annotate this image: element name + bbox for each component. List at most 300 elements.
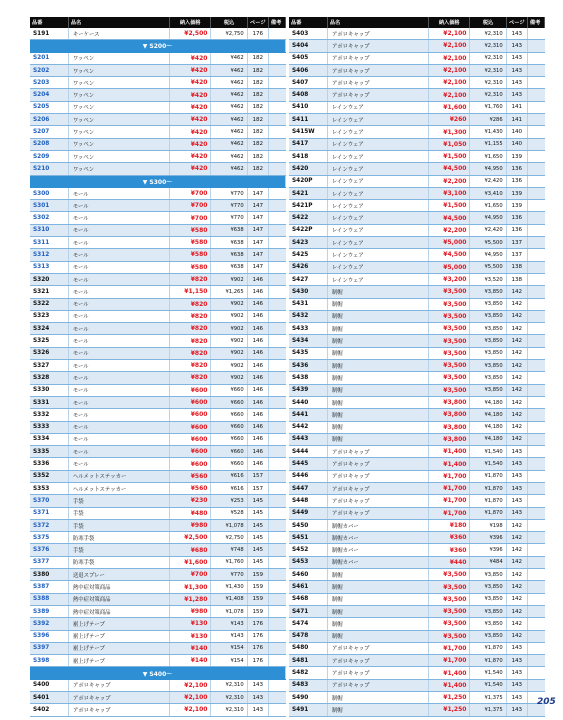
table-row: [30, 396, 286, 408]
item-name: ワッペン: [68, 77, 169, 89]
item-tax-price: ¥638: [211, 261, 247, 273]
item-name: 裾上げテープ: [68, 642, 169, 654]
item-tax-price: ¥1,870: [470, 470, 506, 482]
item-tax-price: ¥1,540: [470, 458, 506, 470]
item-note: [268, 101, 285, 113]
table-row: [30, 237, 286, 249]
item-code: S427: [289, 273, 327, 285]
item-tax-price: ¥3,850: [470, 286, 506, 298]
item-code: S420P: [289, 175, 327, 187]
item-note: [527, 335, 544, 347]
table-row: [30, 446, 286, 458]
item-price: ¥820: [169, 310, 211, 322]
item-price: ¥1,050: [428, 138, 470, 150]
table-row: [30, 421, 286, 433]
item-code: S422: [289, 212, 327, 224]
item-page: 143: [506, 64, 527, 76]
item-page: 146: [247, 323, 268, 335]
item-note: [527, 77, 544, 89]
item-note: [268, 409, 285, 421]
table-row: [289, 40, 545, 52]
item-note: [268, 261, 285, 273]
item-page: 143: [506, 458, 527, 470]
item-tax-price: ¥902: [211, 347, 247, 359]
item-tax-price: ¥660: [211, 421, 247, 433]
item-name: モール: [68, 261, 169, 273]
item-price: ¥420: [169, 89, 211, 101]
table-row: [289, 667, 545, 679]
item-note: [527, 618, 544, 630]
item-page: 147: [247, 261, 268, 273]
item-page: 143: [506, 642, 527, 654]
item-page: 147: [247, 187, 268, 199]
item-code: S210: [30, 163, 68, 175]
table-row: [30, 347, 286, 359]
item-price: ¥820: [169, 273, 211, 285]
item-page: 142: [506, 286, 527, 298]
item-tax-price: ¥462: [211, 77, 247, 89]
item-code: S375: [30, 532, 68, 544]
item-page: 176: [247, 642, 268, 654]
item-price: ¥820: [169, 347, 211, 359]
item-page: 143: [506, 655, 527, 667]
header-name: 品名: [68, 17, 169, 28]
item-note: [268, 396, 285, 408]
item-note: [527, 409, 544, 421]
item-code: S491: [289, 704, 327, 716]
item-price: ¥3,100: [428, 187, 470, 199]
item-note: [527, 495, 544, 507]
item-price: ¥420: [169, 163, 211, 175]
item-price: ¥1,700: [428, 655, 470, 667]
table-row: [30, 77, 286, 89]
item-page: 147: [247, 212, 268, 224]
item-price: ¥2,200: [428, 175, 470, 187]
item-page: 159: [247, 593, 268, 605]
item-page: 138: [506, 273, 527, 285]
item-code: S403: [289, 28, 327, 40]
item-name: モール: [68, 421, 169, 433]
item-note: [527, 212, 544, 224]
item-price: ¥1,400: [428, 679, 470, 691]
item-tax-price: ¥253: [211, 495, 247, 507]
item-note: [268, 138, 285, 150]
item-price: ¥580: [169, 237, 211, 249]
item-price: ¥2,100: [169, 679, 211, 691]
item-name: レインウェア: [327, 150, 428, 162]
table-row: [289, 163, 545, 175]
item-tax-price: ¥902: [211, 323, 247, 335]
item-price: ¥180: [428, 519, 470, 531]
item-tax-price: ¥1,870: [470, 482, 506, 494]
item-code: S434: [289, 335, 327, 347]
item-tax-price: ¥1,265: [211, 286, 247, 298]
item-price: ¥1,300: [428, 126, 470, 138]
item-note: [527, 28, 544, 40]
item-note: [527, 532, 544, 544]
item-tax-price: ¥1,408: [211, 593, 247, 605]
item-page: 142: [506, 347, 527, 359]
item-tax-price: ¥396: [470, 544, 506, 556]
item-name: ヘルメットステッカー: [68, 482, 169, 494]
item-tax-price: ¥2,310: [470, 64, 506, 76]
item-code: S446: [289, 470, 327, 482]
item-price: ¥600: [169, 446, 211, 458]
item-tax-price: ¥660: [211, 458, 247, 470]
item-note: [268, 310, 285, 322]
right-price-table: [289, 17, 545, 717]
header-page: ページ: [506, 17, 527, 28]
item-price: ¥2,100: [169, 692, 211, 704]
item-note: [268, 187, 285, 199]
item-name: アポロキャップ: [327, 77, 428, 89]
item-code: S376: [30, 544, 68, 556]
table-row: [30, 200, 286, 212]
item-price: ¥420: [169, 150, 211, 162]
item-note: [527, 507, 544, 519]
item-page: 142: [506, 421, 527, 433]
item-page: 147: [247, 200, 268, 212]
item-tax-price: ¥2,310: [211, 679, 247, 691]
item-name: アポロキャップ: [327, 495, 428, 507]
item-code: S490: [289, 692, 327, 704]
item-code: S421P: [289, 200, 327, 212]
item-tax-price: ¥3,520: [470, 273, 506, 285]
item-note: [527, 446, 544, 458]
item-page: 145: [247, 544, 268, 556]
item-code: S328: [30, 372, 68, 384]
item-name: 制帽: [327, 704, 428, 716]
item-page: 142: [506, 556, 527, 568]
item-name: 手袋: [68, 507, 169, 519]
item-code: S450: [289, 519, 327, 531]
table-row: [30, 642, 286, 654]
item-price: ¥420: [169, 52, 211, 64]
table-row: [289, 286, 545, 298]
item-page: 146: [247, 446, 268, 458]
item-tax-price: ¥462: [211, 89, 247, 101]
item-note: [268, 433, 285, 445]
item-page: 145: [247, 532, 268, 544]
item-price: ¥420: [169, 114, 211, 126]
item-code: S326: [30, 347, 68, 359]
header-page: ページ: [247, 17, 268, 28]
item-tax-price: ¥902: [211, 310, 247, 322]
item-tax-price: ¥462: [211, 101, 247, 113]
table-row: [289, 64, 545, 76]
item-page: 139: [506, 187, 527, 199]
item-note: [527, 89, 544, 101]
item-code: S482: [289, 667, 327, 679]
item-price: ¥1,500: [428, 200, 470, 212]
item-note: [268, 642, 285, 654]
item-tax-price: ¥4,180: [470, 421, 506, 433]
table-row: [30, 581, 286, 593]
table-row: [289, 224, 545, 236]
item-note: [268, 679, 285, 691]
item-price: ¥1,700: [428, 470, 470, 482]
item-note: [268, 114, 285, 126]
item-page: 182: [247, 52, 268, 64]
item-code: S483: [289, 679, 327, 691]
table-row: [30, 605, 286, 617]
table-row: [289, 458, 545, 470]
item-code: S335: [30, 446, 68, 458]
item-tax-price: ¥3,850: [470, 323, 506, 335]
item-price: ¥5,000: [428, 237, 470, 249]
item-note: [527, 150, 544, 162]
item-page: 143: [506, 89, 527, 101]
item-name: アポロキャップ: [327, 64, 428, 76]
item-code: S396: [30, 630, 68, 642]
table-row: [30, 372, 286, 384]
item-price: ¥440: [428, 556, 470, 568]
item-page: 137: [506, 249, 527, 261]
table-row: [289, 495, 545, 507]
table-row: [289, 396, 545, 408]
item-tax-price: ¥1,540: [470, 679, 506, 691]
item-tax-price: ¥4,950: [470, 249, 506, 261]
table-row: [30, 409, 286, 421]
item-price: ¥600: [169, 409, 211, 421]
table-row: [30, 163, 286, 175]
table-row: [289, 77, 545, 89]
item-note: [527, 52, 544, 64]
item-note: [527, 372, 544, 384]
item-note: [268, 630, 285, 642]
item-price: ¥3,800: [428, 421, 470, 433]
item-tax-price: ¥1,078: [211, 605, 247, 617]
item-price: ¥580: [169, 249, 211, 261]
item-tax-price: ¥770: [211, 212, 247, 224]
item-price: ¥2,100: [428, 52, 470, 64]
item-code: S377: [30, 556, 68, 568]
item-name: モール: [68, 446, 169, 458]
table-row: [289, 101, 545, 113]
item-code: S405: [289, 52, 327, 64]
table-row: [30, 335, 286, 347]
item-page: 142: [506, 396, 527, 408]
item-price: ¥1,280: [169, 593, 211, 605]
item-tax-price: ¥3,850: [470, 360, 506, 372]
item-name: モール: [68, 458, 169, 470]
item-tax-price: ¥154: [211, 655, 247, 667]
table-row: [30, 556, 286, 568]
item-code: S302: [30, 212, 68, 224]
item-note: [268, 126, 285, 138]
item-note: [268, 360, 285, 372]
table-row: [289, 692, 545, 704]
item-tax-price: ¥2,750: [211, 28, 247, 40]
item-name: モール: [68, 360, 169, 372]
item-page: 182: [247, 77, 268, 89]
item-code: S372: [30, 519, 68, 531]
item-tax-price: ¥1,375: [470, 704, 506, 716]
item-name: モール: [68, 212, 169, 224]
item-code: S352: [30, 470, 68, 482]
item-tax-price: ¥2,310: [470, 52, 506, 64]
item-name: 制帽: [327, 409, 428, 421]
item-note: [268, 470, 285, 482]
table-row: [30, 679, 286, 691]
item-note: [527, 286, 544, 298]
item-page: 143: [506, 495, 527, 507]
item-code: S430: [289, 286, 327, 298]
item-tax-price: ¥770: [211, 200, 247, 212]
table-row: [30, 593, 286, 605]
header-price: 納入価格: [428, 17, 470, 28]
item-code: S480: [289, 642, 327, 654]
table-row: [30, 544, 286, 556]
item-tax-price: ¥638: [211, 249, 247, 261]
item-name: 防寒手袋: [68, 556, 169, 568]
item-price: ¥820: [169, 323, 211, 335]
item-price: ¥3,500: [428, 593, 470, 605]
item-tax-price: ¥1,078: [211, 519, 247, 531]
table-row: [30, 384, 286, 396]
table-row: [30, 89, 286, 101]
item-name: 送退スプレー: [68, 569, 169, 581]
item-page: 143: [247, 704, 268, 716]
item-price: ¥3,500: [428, 569, 470, 581]
item-price: ¥600: [169, 458, 211, 470]
item-name: モール: [68, 335, 169, 347]
item-code: S389: [30, 605, 68, 617]
item-code: S310: [30, 224, 68, 236]
item-note: [268, 581, 285, 593]
item-page: 138: [506, 261, 527, 273]
table-row: [289, 52, 545, 64]
item-price: ¥560: [169, 482, 211, 494]
item-tax-price: ¥660: [211, 433, 247, 445]
item-name: 制帽: [327, 347, 428, 359]
item-price: ¥1,400: [428, 458, 470, 470]
item-note: [527, 237, 544, 249]
item-page: 142: [506, 605, 527, 617]
item-name: 制帽カバー: [327, 544, 428, 556]
section-header: [30, 667, 286, 679]
item-tax-price: ¥4,180: [470, 409, 506, 421]
item-tax-price: ¥2,420: [470, 175, 506, 187]
table-row: [289, 261, 545, 273]
item-tax-price: ¥2,420: [470, 224, 506, 236]
item-note: [527, 360, 544, 372]
table-row: [30, 360, 286, 372]
item-price: ¥4,500: [428, 212, 470, 224]
table-row: [30, 692, 286, 704]
item-name: レインウェア: [327, 261, 428, 273]
item-code: S421: [289, 187, 327, 199]
table-row: [30, 704, 286, 716]
item-price: ¥580: [169, 261, 211, 273]
item-page: 143: [506, 704, 527, 716]
item-code: S312: [30, 249, 68, 261]
table-row: [289, 532, 545, 544]
item-page: 142: [506, 323, 527, 335]
item-name: 制帽: [327, 569, 428, 581]
item-code: S440: [289, 396, 327, 408]
header-note: 備考: [268, 17, 285, 28]
item-note: [268, 421, 285, 433]
item-code: S481: [289, 655, 327, 667]
item-note: [527, 569, 544, 581]
item-page: 145: [247, 495, 268, 507]
table-row: [289, 237, 545, 249]
item-price: ¥820: [169, 298, 211, 310]
item-code: S327: [30, 360, 68, 372]
item-name: モール: [68, 273, 169, 285]
item-price: ¥600: [169, 396, 211, 408]
item-name: モール: [68, 347, 169, 359]
item-price: ¥230: [169, 495, 211, 507]
item-name: アポロキャップ: [327, 89, 428, 101]
item-tax-price: ¥902: [211, 335, 247, 347]
item-page: 147: [247, 249, 268, 261]
item-page: 142: [506, 630, 527, 642]
item-note: [527, 433, 544, 445]
item-name: アポロキャップ: [327, 655, 428, 667]
item-note: [527, 40, 544, 52]
item-page: 142: [506, 569, 527, 581]
item-name: アポロキャップ: [68, 704, 169, 716]
item-page: 182: [247, 114, 268, 126]
item-tax-price: ¥5,500: [470, 261, 506, 273]
item-page: 146: [247, 360, 268, 372]
item-page: 143: [506, 40, 527, 52]
item-code: S460: [289, 569, 327, 581]
item-price: ¥2,100: [428, 77, 470, 89]
item-price: ¥3,500: [428, 384, 470, 396]
table-row: [289, 642, 545, 654]
item-price: ¥3,500: [428, 286, 470, 298]
item-price: ¥1,150: [169, 286, 211, 298]
item-price: ¥360: [428, 532, 470, 544]
table-row: [289, 360, 545, 372]
item-code: S202: [30, 64, 68, 76]
item-note: [527, 593, 544, 605]
table-row: [289, 507, 545, 519]
item-name: キーケース: [68, 28, 169, 40]
item-price: ¥820: [169, 372, 211, 384]
item-code: S443: [289, 433, 327, 445]
item-note: [527, 138, 544, 150]
item-page: 159: [247, 569, 268, 581]
item-tax-price: ¥143: [211, 618, 247, 630]
table-row: [30, 261, 286, 273]
item-code: S330: [30, 384, 68, 396]
table-row: [289, 581, 545, 593]
item-code: S418: [289, 150, 327, 162]
item-note: [527, 458, 544, 470]
item-page: 176: [247, 655, 268, 667]
item-code: S333: [30, 421, 68, 433]
table-row: [289, 175, 545, 187]
item-name: アポロキャップ: [327, 458, 428, 470]
item-tax-price: ¥1,375: [470, 692, 506, 704]
item-page: 146: [247, 347, 268, 359]
item-page: 143: [506, 667, 527, 679]
item-code: S402: [30, 704, 68, 716]
item-page: 143: [506, 692, 527, 704]
item-price: ¥1,250: [428, 704, 470, 716]
item-page: 159: [247, 581, 268, 593]
item-name: 制帽: [327, 593, 428, 605]
table-row: [30, 482, 286, 494]
table-row: [289, 200, 545, 212]
item-name: ワッペン: [68, 138, 169, 150]
table-row: [289, 273, 545, 285]
item-price: ¥2,500: [169, 28, 211, 40]
